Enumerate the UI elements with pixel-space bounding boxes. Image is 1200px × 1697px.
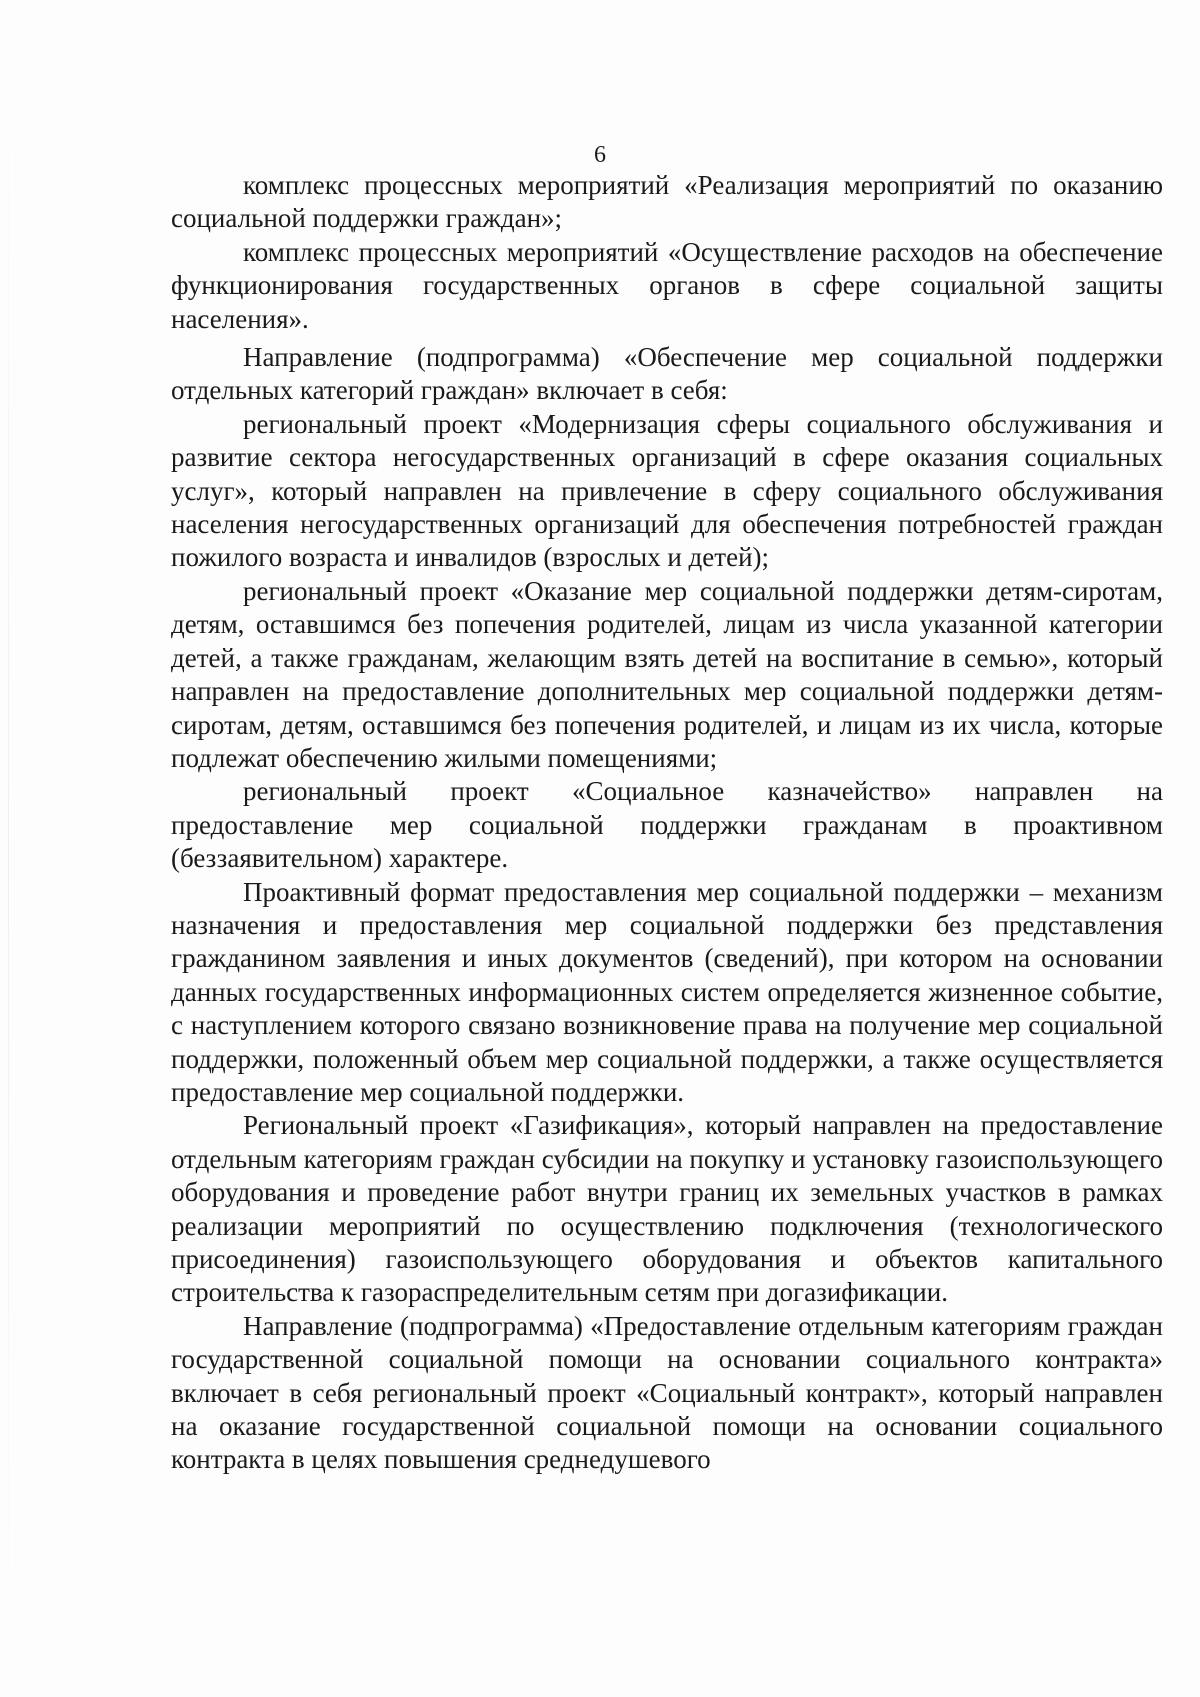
- scan-edge: [8, 60, 9, 1660]
- document-body: [171, 169, 1163, 1477]
- paragraph-proactive-format: Проактивный формат предоставления мер социальной поддержки – механизм назначения и предоставления мер социальной поддержки без представления гражданином заявления и иных документов (сведений), при котором на основании данных государственных информационных систем определяется жизненное событие, с наступлением которого связано возникновение права на получение мер социальной поддержки, положенный объем мер социальной поддержки, а также осуществляется предоставление мер социальной поддержки.: [171, 876, 1163, 1107]
- paragraph-project-orphans: региональный проект «Оказание мер социальной поддержки детям-сиротам, детям, оставшимся без попечения родителей, лицам из числа указанной категории детей, а также гражданам, желающим взять детей на воспитание в семью», который направлен на предоставление дополнительных мер социальной поддержки детям-сиротам, детям, оставшимся без попечения родителей, и лицам из их числа, которые подлежат обеспечению жилыми помещениями;: [171, 575, 1163, 773]
- paragraph-project-modernization: региональный проект «Модернизация сферы социального обслуживания и развитие сектора негосударственных организаций в сфере оказания социальных услуг», который направлен на привлечение в сферу социального обслуживания населения негосударственных организаций для обеспечения потребностей граждан пожилого возраста и инвалидов (взрослых и детей);: [171, 408, 1163, 573]
- page-number: 6: [594, 142, 606, 168]
- paragraph-processes-expenses: комплекс процессных мероприятий «Осуществление расходов на обеспечение функционирования государственных органов в сфере социальной защиты населения».: [171, 236, 1163, 334]
- paragraph-subprogram-social-contract: Направление (подпрограмма) «Предоставление отдельным категориям граждан государственной социальной помощи на основании социального контракта» включает в себя региональный проект «Социальный контракт», который направлен на оказание государственной социальной помощи на основании социального контракта в целях повышения среднедушевого: [171, 1310, 1163, 1475]
- paragraph-subprogram-support-measures: Направление (подпрограмма) «Обеспечение мер социальной поддержки отдельных категорий граждан» включает в себя:: [171, 342, 1163, 406]
- paragraph-project-social-treasury: региональный проект «Социальное казначейство» направлен на предоставление мер социальной поддержки гражданам в проактивном (беззаявительном) характере.: [171, 776, 1163, 874]
- paragraph-project-gasification: Региональный проект «Газификация», который направлен на предоставление отдельным категориям граждан субсидии на покупку и установку газоиспользующего оборудования и проведение работ внутри границ их земельных участков в рамках реализации мероприятий по осуществлению подключения (технологического присоединения) газоиспользующего оборудования и объектов капитального строительства к газораспределительным сетям при догазификации.: [171, 1110, 1163, 1308]
- paragraph-processes-support: комплекс процессных мероприятий «Реализация мероприятий по оказанию социальной поддержки граждан»;: [171, 170, 1163, 234]
